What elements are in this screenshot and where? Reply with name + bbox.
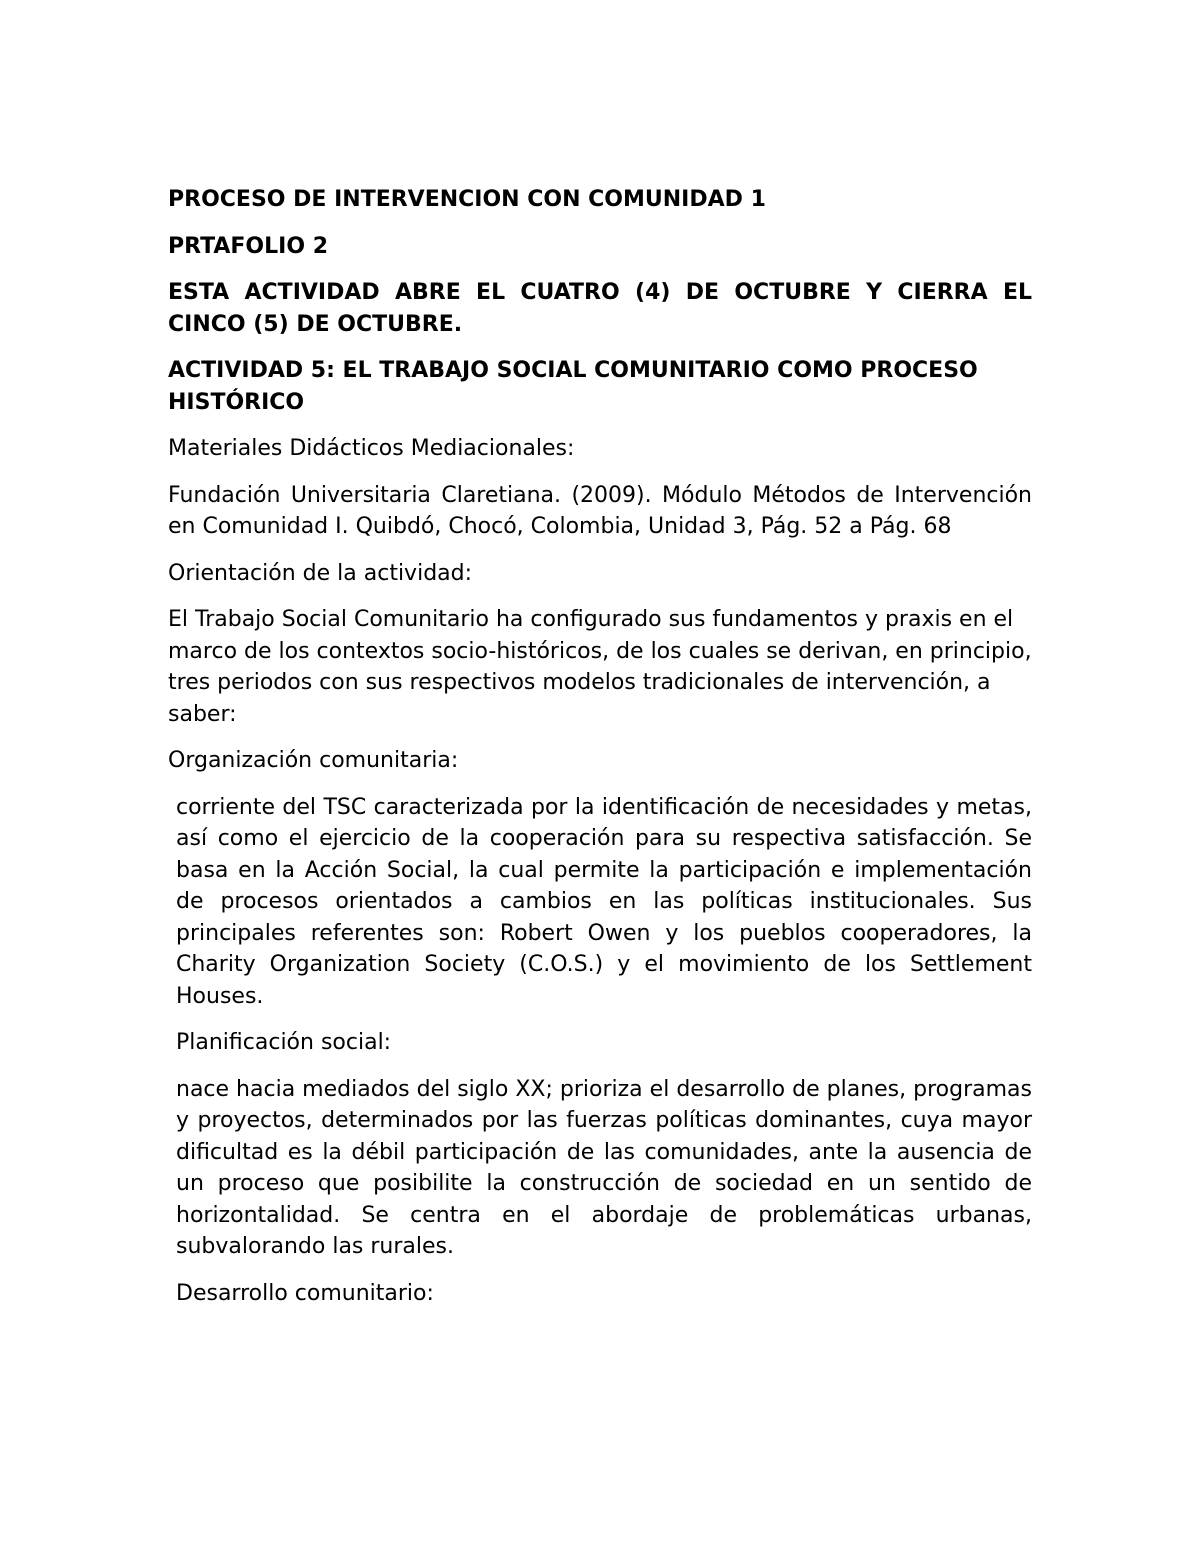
dates-heading: ESTA ACTIVIDAD ABRE EL CUATRO (4) DE OCTUBRE Y CIERRA EL CINCO (5) DE OCTUBRE. xyxy=(168,280,1032,337)
activity-heading: ACTIVIDAD 5: EL TRABAJO SOCIAL COMUNITARIO COMO PROCESO HISTÓRICO xyxy=(168,358,978,415)
planificacion-paragraph: nace hacia mediados del siglo XX; prioriza el desarrollo de planes, programas y proyectos, determinados por las fuerzas políticas dominantes, cuya mayor dificultad es la débil participación de las comunidades, ante la ausencia de un proceso que posibilite la construcción de sociedad en un sentido de horizontalidad. Se centra en el abordaje de problemáticas urbanas, subvalorando las rurales. xyxy=(176,1076,1032,1259)
portfolio-heading: PRTAFOLIO 2 xyxy=(168,233,329,259)
desarrollo-label: Desarrollo comunitario: xyxy=(176,1280,434,1306)
orientation-label: Orientación de la actividad: xyxy=(168,560,473,586)
planificacion-label: Planificación social: xyxy=(176,1030,392,1055)
materials-reference: Fundación Universitaria Claretiana. (2009). Módulo Métodos de Intervención en Comunidad I. Quibdó, Chocó, Colombia, Unidad 3, Pág. 52 a Pág. 68 xyxy=(168,482,1032,539)
document-body xyxy=(168,184,1032,1324)
orientation-paragraph: El Trabajo Social Comunitario ha configurado sus fundamentos y praxis en el marco de los contextos socio-históricos, de los cuales se derivan, en principio, tres periodos con sus respectivos modelos tradicionales de intervención, a saber: xyxy=(168,607,1032,727)
organizacion-paragraph: corriente del TSC caracterizada por la identificación de necesidades y metas, así como el ejercicio de la cooperación para su respectiva satisfacción. Se basa en la Acción Social, la cual permite la participación e implementación de procesos orientados a cambios en las políticas institucionales. Sus principales referentes son: Robert Owen y los pueblos cooperadores, la Charity Organization Society (C.O.S.) y el movimiento de los Settlement Houses. xyxy=(176,794,1032,1009)
organizacion-label: Organización comunitaria: xyxy=(168,748,459,773)
materials-label: Materiales Didácticos Mediacionales: xyxy=(168,436,575,461)
course-heading: PROCESO DE INTERVENCION CON COMUNIDAD 1 xyxy=(168,187,766,212)
